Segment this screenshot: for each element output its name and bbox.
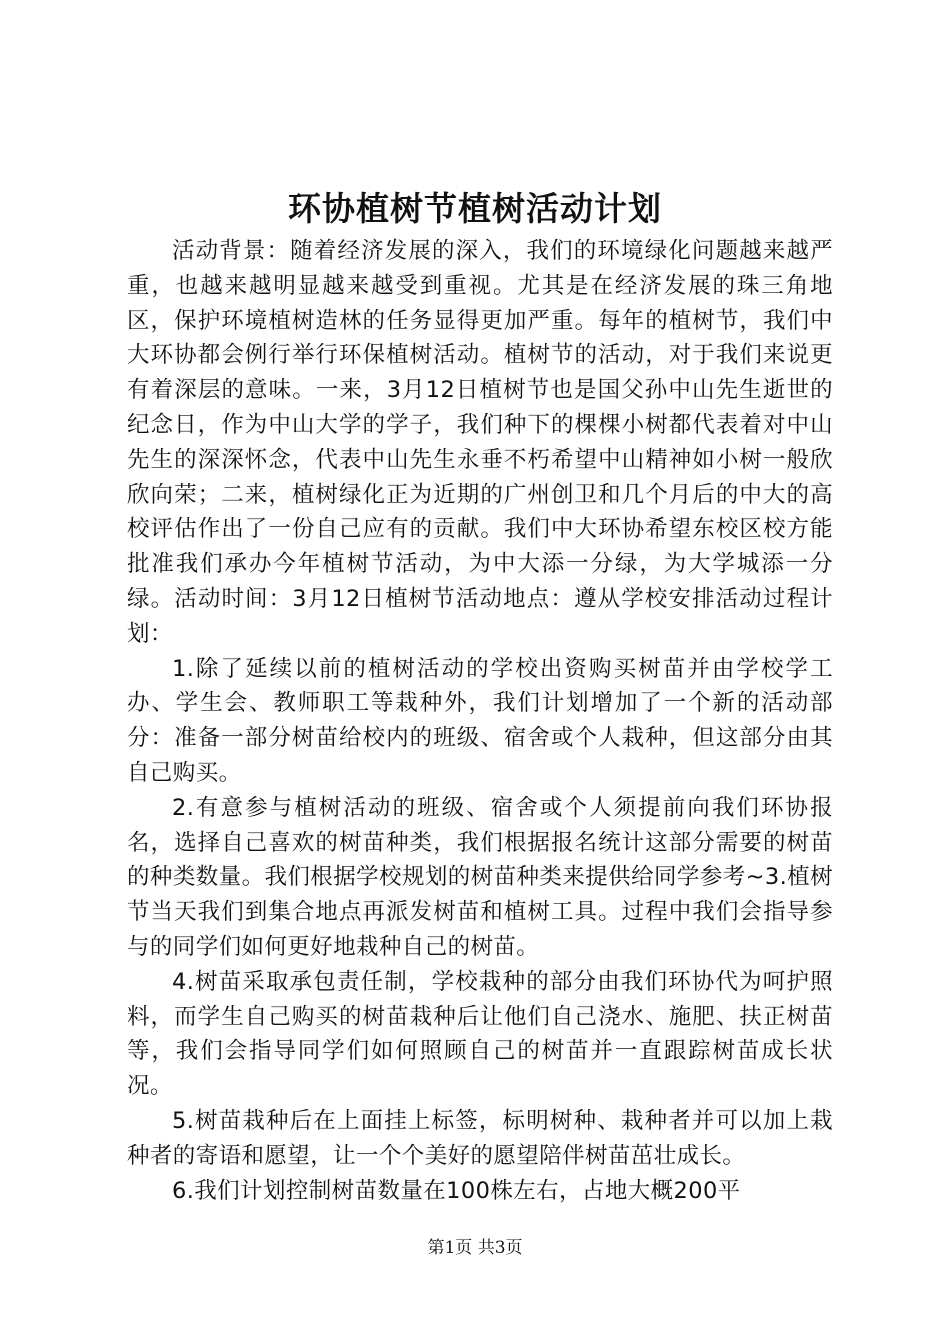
document-body: [127, 234, 833, 1208]
paragraph-item-1: 1.除了延续以前的植树活动的学校出资购买树苗并由学校学工办、学生会、教师职工等栽种外，我们计划增加了一个新的活动部分：准备一部分树苗给校内的班级、宿舍或个人栽种，但这部分由其自己购买。: [127, 655, 833, 786]
paragraph-item-2-3: 2.有意参与植树活动的班级、宿舍或个人须提前向我们环协报名，选择自己喜欢的树苗种类，我们根据报名统计这部分需要的树苗的种类数量。我们根据学校规划的树苗种类来提供给同学参考~3.植树节当天我们到集合地点再派发树苗和植树工具。过程中我们会指导参与的同学们如何更好地栽种自己的树苗。: [127, 794, 833, 960]
page-number-footer: 第1页 共3页: [427, 1238, 523, 1258]
paragraph-item-4: 4.树苗采取承包责任制，学校栽种的部分由我们环协代为呵护照料，而学生自己购买的树苗栽种后让他们自己浇水、施肥、扶正树苗等，我们会指导同学们如何照顾自己的树苗并一直跟踪树苗成长状况。: [127, 968, 833, 1100]
paragraph-item-6: 6.我们计划控制树苗数量在100株左右，占地大概200平: [172, 1177, 741, 1204]
document-title: 环协植树节植树活动计划: [288, 189, 662, 228]
paragraph-background: 活动背景：随着经济发展的深入，我们的环境绿化问题越来越严重，也越来越明显越来越受到重视。尤其是在经济发展的珠三角地区，保护环境植树造林的任务显得更加严重。每年的植树节，我们中大环协都会例行举行环保植树活动。植树节的活动，对于我们来说更有着深层的意味。一来，3月12日植树节也是国父孙中山先生逝世的纪念日，作为中山大学的学子，我们种下的棵棵小树都代表着对中山先生的深深怀念，代表中山先生永垂不朽希望中山精神如小树一般欣欣向荣；二来，植树绿化正为近期的广州创卫和几个月后的中大的高校评估作出了一份自己应有的贡献。我们中大环协希望东校区校方能批准我们承办今年植树节活动，为中大添一分绿，为大学城添一分绿。活动时间：3月12日植树节活动地点：遵从学校安排活动过程计划：: [127, 238, 833, 647]
paragraph-item-5: 5.树苗栽种后在上面挂上标签，标明树种、栽种者并可以加上栽种者的寄语和愿望，让一个个美好的愿望陪伴树苗茁壮成长。: [127, 1107, 833, 1169]
